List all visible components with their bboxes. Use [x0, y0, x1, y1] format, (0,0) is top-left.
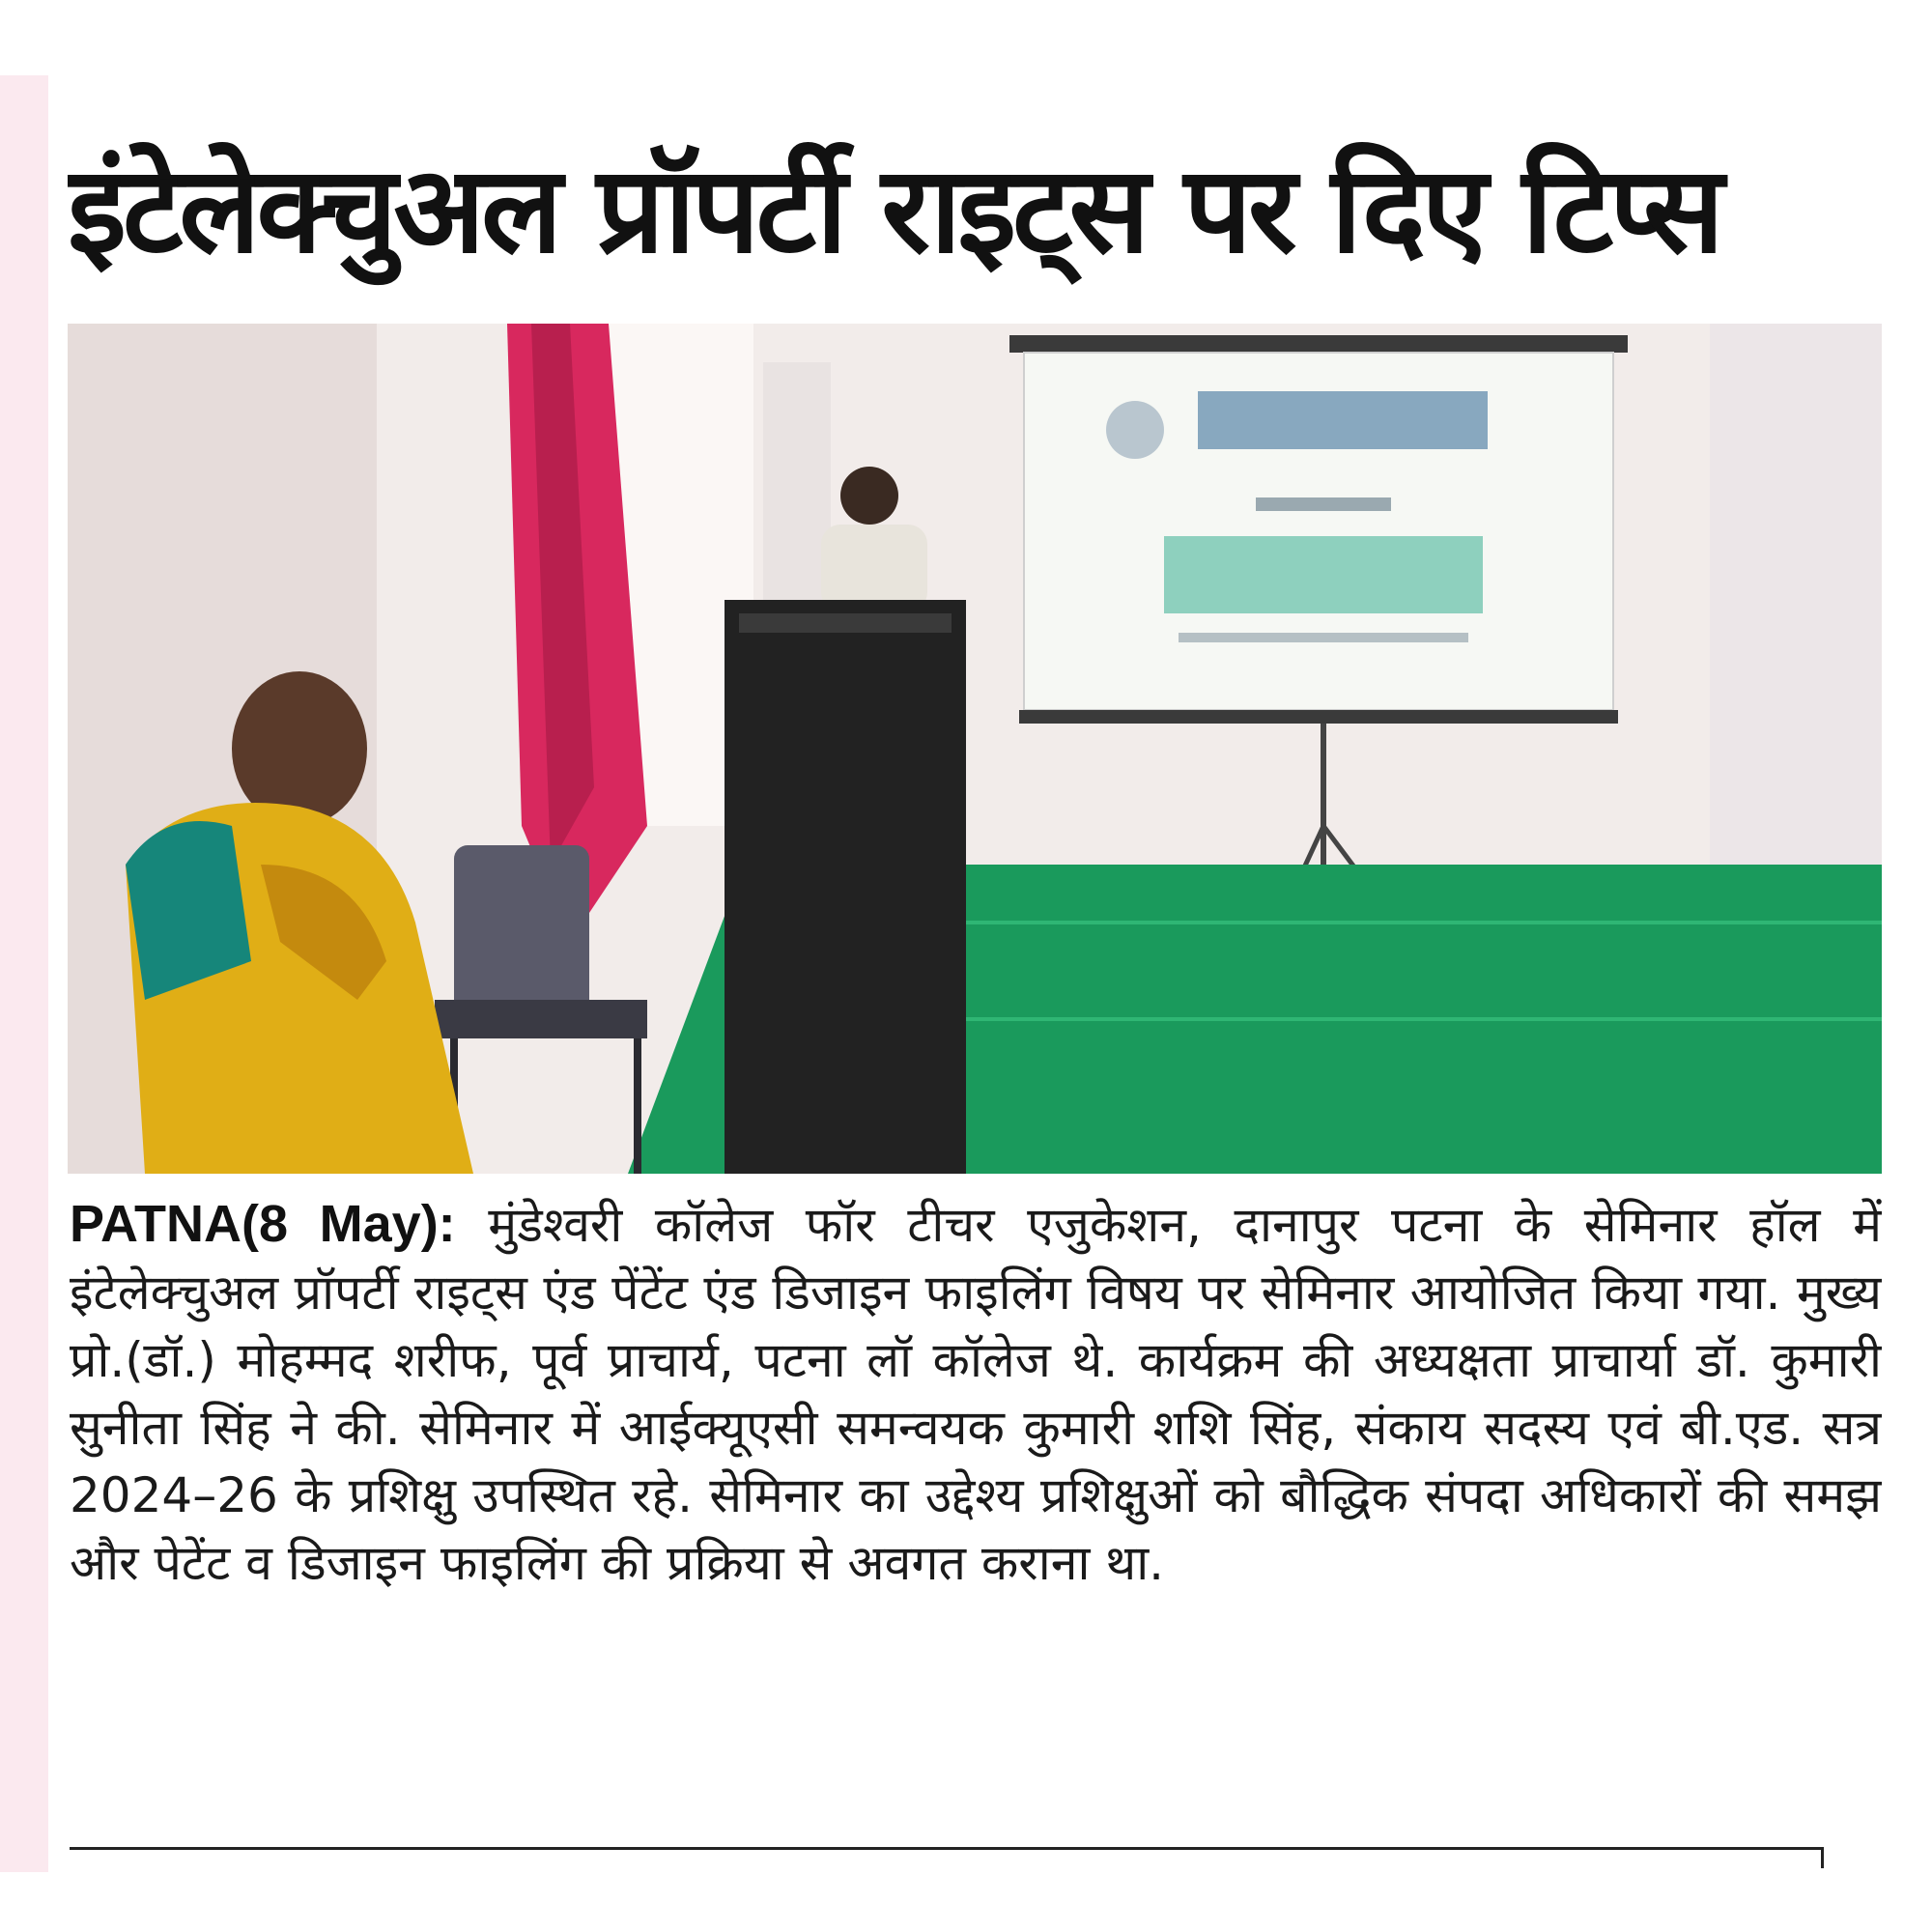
photo-podium — [724, 600, 966, 1174]
article-text: मुंडेश्वरी कॉलेज फॉर टीचर एजुकेशन, दानापुर पटना के सेमिनार हॉल में इंटेलेक्चुअल प्रॉपर्टी राइट्स एंड पेंटेंट एंड डिजाइन फाइलिंग विषय पर सेमिनार आयोजित किया गया. मुख्य प्रो.(डॉ.) मोहम्मद शरीफ, पूर्व प्राचार्य, पटना लॉ कॉलेज थे. कार्यक्रम की अध्यक्षता प्राचार्या डॉ. कुमारी सुनीता सिंह ने की. सेमिनार में आईक्यूएसी समन्वयक कुमारी शशि सिंह, संकाय सदस्य एवं बी.एड. सत्र 2024–26 के प्रशिक्षु उपस्थित रहे. सेमिनार का उद्देश्य प्रशिक्षुओं को बौद्धिक संपदा अधिकारों की समझ और पेटेंट व डिजाइन फाइलिंग की प्रक्रिया से अवगत कराना था. — [70, 1197, 1882, 1591]
left-margin-strip — [0, 75, 48, 1872]
photo-slide-logo — [1106, 401, 1164, 459]
photo-screen-bottom-bar — [1019, 710, 1618, 724]
dateline: PATNA(8 May): — [70, 1195, 456, 1253]
photo-screen-top-bar — [1009, 335, 1628, 353]
seminar-photo — [68, 324, 1882, 1174]
photo-speaker-body — [821, 525, 927, 611]
bottom-rule-tick — [1821, 1847, 1824, 1868]
photo-slide-title — [1198, 391, 1488, 449]
article-body — [70, 1190, 1882, 1770]
photo-slide-box — [1164, 536, 1483, 613]
photo-slide-text — [1256, 497, 1391, 511]
bottom-rule — [70, 1847, 1823, 1850]
photo-slide-footer — [1179, 633, 1468, 642]
photo-chair-seat — [435, 1000, 647, 1038]
photo-chair-back — [454, 845, 589, 1019]
headline: इंटेलेक्चुअल प्रॉपर्टी राइट्स पर दिए टिप्स — [68, 141, 1720, 280]
photo-woman-head — [232, 671, 367, 826]
photo-podium-top — [739, 613, 952, 633]
photo-speaker-head — [840, 467, 898, 525]
seminar-photo-icon — [68, 324, 1882, 1174]
